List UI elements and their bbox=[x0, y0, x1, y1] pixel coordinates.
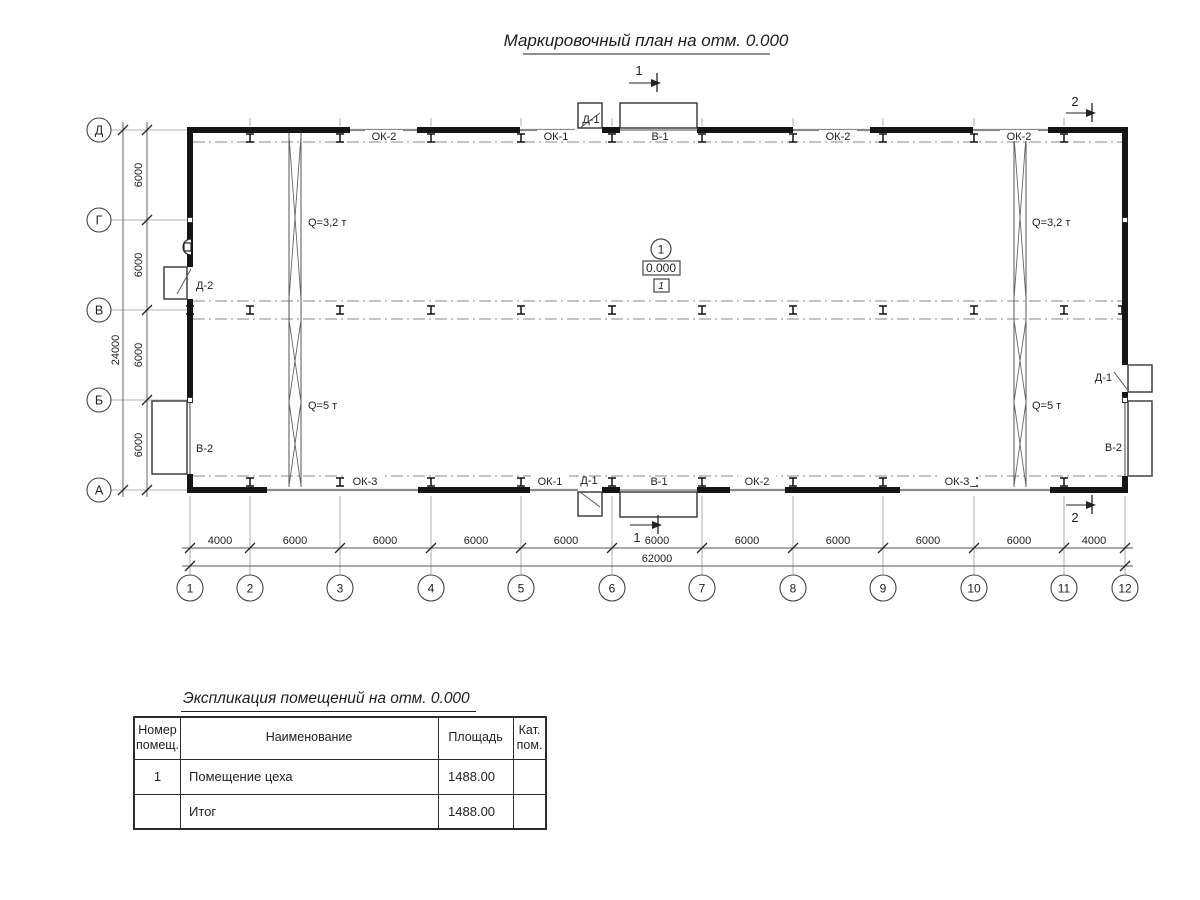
dim-span: 6000 bbox=[734, 535, 760, 547]
header-line: помещ. bbox=[136, 738, 180, 753]
header-area: Площадь bbox=[439, 717, 514, 759]
crane-label-lower-left: Q=5 т bbox=[308, 400, 338, 412]
crane-label-lower-right: Q=5 т bbox=[1032, 400, 1062, 412]
crane-columns bbox=[289, 133, 1026, 487]
cell-room-number bbox=[134, 794, 181, 829]
cell-total-area: 1488.00 bbox=[439, 794, 514, 829]
axis-row: А bbox=[94, 483, 104, 498]
table-row bbox=[134, 759, 546, 794]
column-symbols bbox=[186, 134, 1126, 486]
vestibules bbox=[152, 103, 1152, 517]
axis-col: 5 bbox=[517, 581, 525, 596]
dim-span: 4000 bbox=[207, 535, 233, 547]
header-category bbox=[514, 717, 547, 759]
axis-col: 2 bbox=[246, 581, 254, 596]
dim-span: 6000 bbox=[915, 535, 941, 547]
axis-row: Д bbox=[94, 123, 104, 138]
cell-room-area: 1488.00 bbox=[439, 759, 514, 794]
axis-col: 9 bbox=[879, 581, 887, 596]
room-number: 1 bbox=[657, 242, 665, 257]
axis-col: 11 bbox=[1057, 581, 1071, 596]
dim-span: 6000 bbox=[553, 535, 579, 547]
crane-label-upper-right: Q=3,2 т bbox=[1032, 217, 1071, 229]
dim-6000: 6000 bbox=[133, 252, 145, 278]
header-line: Номер bbox=[138, 722, 177, 737]
plan-title-text: Маркировочный план на отм. 0.000 bbox=[503, 31, 789, 50]
axis-col: 4 bbox=[427, 581, 435, 596]
section-1-label: 1 bbox=[633, 530, 641, 545]
dim-span: 6000 bbox=[825, 535, 851, 547]
bottom-label-ok2: ОК-2 bbox=[744, 476, 770, 488]
right-label-v2: В-2 bbox=[1104, 442, 1122, 454]
header-line: пом. bbox=[516, 738, 543, 753]
top-label-ok1: ОК-1 bbox=[543, 131, 569, 143]
axis-col: 1 bbox=[186, 581, 194, 596]
room-elevation: 0.000 bbox=[645, 261, 677, 275]
dim-span: 6000 bbox=[463, 535, 489, 547]
section-2-label: 2 bbox=[1071, 510, 1079, 525]
bottom-label-ok3b: ОК-3 bbox=[944, 476, 970, 488]
top-label-ok2b: ОК-2 bbox=[825, 131, 851, 143]
top-label-v1: В-1 bbox=[651, 131, 669, 143]
section-2-label: 2 bbox=[1071, 94, 1079, 109]
gate-lines bbox=[190, 130, 1125, 490]
cell-room-category bbox=[514, 794, 547, 829]
axis-col: 7 bbox=[698, 581, 706, 596]
left-label-v2: В-2 bbox=[196, 443, 214, 455]
header-room-number bbox=[134, 717, 181, 759]
axis-row: Г bbox=[95, 213, 103, 228]
section-mark-2-bottom bbox=[1066, 495, 1096, 525]
dim-total: 62000 bbox=[641, 553, 673, 565]
crane-capacity-labels bbox=[308, 217, 1070, 412]
bottom-label-d1: Д-1 bbox=[580, 475, 598, 487]
bottom-label-ok1: ОК-1 bbox=[537, 476, 563, 488]
dim-span: 6000 bbox=[372, 535, 398, 547]
building-walls bbox=[187, 127, 1128, 493]
table-header-row bbox=[134, 717, 546, 759]
axis-bubbles-left bbox=[87, 118, 111, 502]
axis-col: 8 bbox=[789, 581, 797, 596]
dim-span: 6000 bbox=[644, 535, 670, 547]
table-row bbox=[134, 794, 546, 829]
dim-span: 4000 bbox=[1081, 535, 1107, 547]
axis-row: Б bbox=[94, 393, 104, 408]
axis-row: В bbox=[94, 303, 104, 318]
explication-title: Экспликация помещений на отм. 0.000 bbox=[181, 690, 476, 712]
bottom-label-ok3a: ОК-3 bbox=[352, 476, 378, 488]
window-lines bbox=[267, 130, 1050, 490]
crane-braces bbox=[289, 136, 1026, 486]
explication-table bbox=[133, 716, 547, 830]
plan-title bbox=[504, 31, 789, 54]
door-swings bbox=[177, 113, 1127, 507]
dim-6000: 6000 bbox=[133, 342, 145, 368]
cell-room-name: Помещение цеха bbox=[181, 759, 439, 794]
cell-room-number: 1 bbox=[134, 759, 181, 794]
dim-span: 6000 bbox=[282, 535, 308, 547]
bottom-label-v1: В-1 bbox=[650, 476, 668, 488]
cell-room-category bbox=[514, 759, 547, 794]
dim-24000: 24000 bbox=[110, 334, 122, 366]
section-mark-1-top bbox=[629, 63, 661, 92]
top-label-d1: Д-1 bbox=[582, 114, 600, 126]
left-label-d2: Д-2 bbox=[196, 280, 214, 292]
dim-span: 6000 bbox=[1006, 535, 1032, 547]
axis-bubbles-bottom bbox=[177, 575, 1138, 601]
section-1-label: 1 bbox=[635, 63, 643, 78]
cell-total-label: Итог bbox=[181, 794, 439, 829]
axis-col: 10 bbox=[967, 581, 981, 596]
dashed-axis-lines bbox=[193, 142, 1122, 476]
section-mark-2-top bbox=[1066, 94, 1096, 122]
header-name: Наименование bbox=[181, 717, 439, 759]
crane-label-upper-left: Q=3,2 т bbox=[308, 217, 347, 229]
top-label-ok2a: ОК-2 bbox=[371, 131, 397, 143]
header-line: Кат. bbox=[518, 722, 541, 737]
dim-6000: 6000 bbox=[133, 432, 145, 458]
axis-col: 6 bbox=[608, 581, 616, 596]
wall-fixture bbox=[183, 239, 191, 255]
top-label-ok2c: ОК-2 bbox=[1006, 131, 1032, 143]
axis-col: 12 bbox=[1118, 581, 1132, 596]
dim-6000: 6000 bbox=[133, 162, 145, 188]
axis-col: 3 bbox=[336, 581, 344, 596]
right-label-d1: Д-1 bbox=[1094, 372, 1112, 384]
room-floor-mark: 1 bbox=[658, 280, 664, 292]
